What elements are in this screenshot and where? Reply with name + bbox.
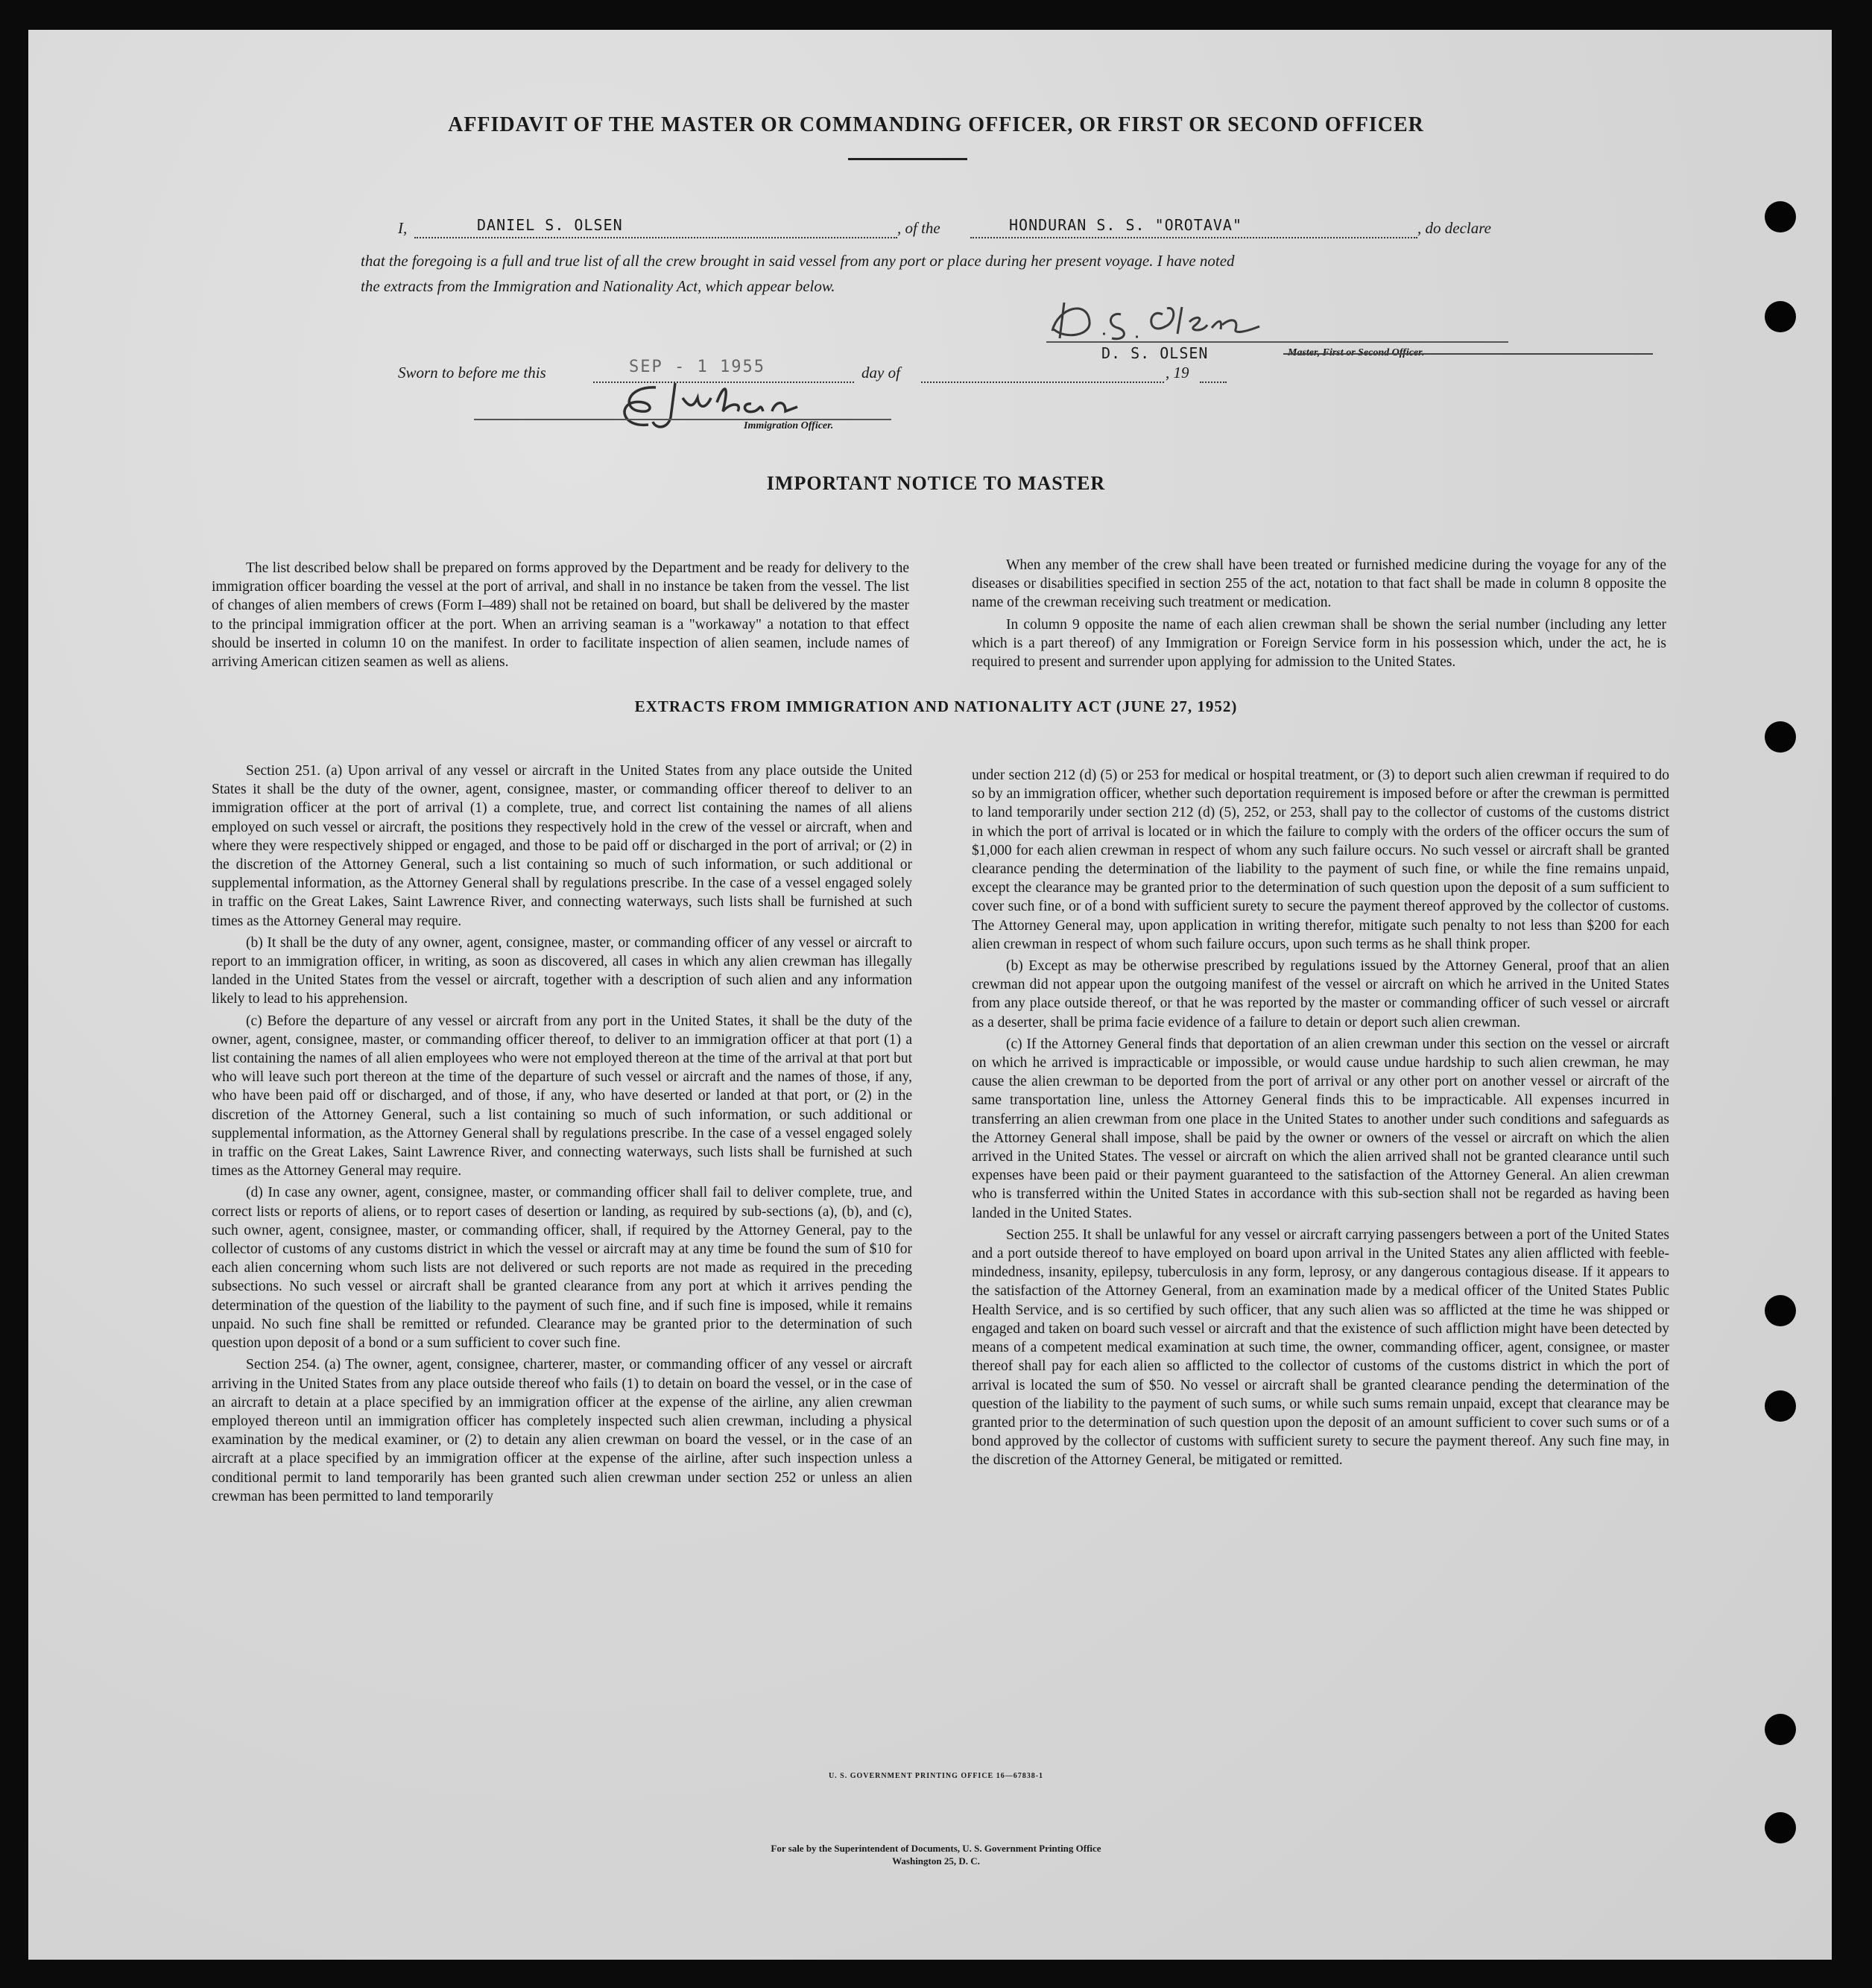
section-paragraph: Section 251. (a) Upon arrival of any vessel or aircraft in the United States from any place outside the United States it shall be the duty of the owner, agent, consignee, master, or commanding officer thereof to deliver to an immigration officer at the port of arrival (1) a complete, true, and correct list containing the names of all aliens employed on such vessel or aircraft, the positions they respectively hold in the crew of the vessel or aircraft, when and where they were respectively shipped or engaged, and those to be paid off or discharged in the port of arrival; or (2) in the discretion of the Attorney General, such a list containing so much of such information, or such additional or supplemental information, as the Attorney General shall by regulations prescribe. In the case of a vessel engaged solely in traffic on the Great Lakes, Saint Lawrence River, and connecting waterways, such lists shall be furnished at such times as the Attorney General may require. (212, 763, 912, 929)
statement-line-1: that the foregoing is a full and true list of all the crew brought in said vessel from any port or place during her present voyage. I have noted (361, 252, 1235, 270)
section-paragraph: (c) Before the departure of any vessel or aircraft from any port in the United States, it shall be the duty of the owner, agent, consignee, master, or commanding officer thereof, to deliver to an immigration officer at that port (1) a list containing the names of all alien employees who were not employed thereon at the time of the arrival at that port but who will leave such port thereon at the time of the departure of such vessel or aircraft and the names of those, if any, who have been paid off or discharged, and of those, if any, who have deserted or landed at that port, or (2) in the discretion of the Attorney General, such a list containing so much of such information, or such additional or supplemental information, as the Attorney General shall by regulations prescribe. In the case of a vessel engaged solely in traffic on the Great Lakes, Saint Lawrence River, and connecting waterways, such lists shall be furnished at such times as the Attorney General may require. (212, 1013, 912, 1180)
year-label: , 19 (1166, 364, 1189, 382)
section-paragraph: (d) In case any owner, agent, consignee, master, or commanding officer shall fail to deliver complete, true, and correct lists or reports of aliens, or to report cases of desertion or landing, as required by sub-sections (a), (b), and (c), such owner, agent, consignee, master, or commanding officer, shall, if required by the Attorney General, pay to the collector of customs of any customs district in which the vessel or aircraft may at any time be found the sum of $10 for each alien concerning whom such lists are not delivered or such reports are not made as required in the preceding subsections. No such vessel or aircraft shall be granted clearance from any port at which it arrives pending the determination of the question of the liability to the payment of such fine, and if such fine is imposed, while it remains unpaid. No such fine shall be remitted or refunded. Clearance may be granted prior to the determination of such question upon deposit of a bond or a sum sufficient to cover such fine. (212, 1185, 912, 1352)
notice-paragraph: The list described below shall be prepared on forms approved by the Department and be ready for delivery to the immigration officer boarding the vessel at the port of arrival, and shall in no instance be taken from the vessel. The list of changes of alien members of crews (Form I–489) shall not be retained on board, but shall be delivered by the master to the principal immigration officer at the port. When an arriving seaman is a "workaway" a notation to that effect should be inserted in column 10 on the manifest. In order to facilitate inspection of alien seamen, include names of arriving American citizen seamen as well as aliens. (212, 560, 909, 671)
master-name: DANIEL S. OLSEN (477, 216, 623, 234)
statement-line-2: the extracts from the Immigration and Nationality Act, which appear below. (361, 277, 835, 295)
do-declare-label: , do declare (1417, 219, 1491, 237)
signer-rule (1283, 352, 1653, 355)
vessel-name: HONDURAN S. S. "OROTAVA" (1009, 216, 1242, 234)
extracts-left-column (212, 762, 912, 1506)
sale-notice (0, 1842, 1872, 1867)
sale-line-1: For sale by the Superintendent of Documents, U. S. Government Printing Office (771, 1843, 1101, 1854)
title-rule (848, 158, 967, 160)
binder-hole (1765, 1295, 1796, 1326)
section-paragraph: under section 212 (d) (5) or 253 for medical or hospital treatment, or (3) to deport such alien crewman if required to do so by an immigration officer, whether such deportation requirement is imposed before or after the crewman is permitted to land temporarily under section 212 (d) (5), 252, or 253, shall pay to the collector of customs of the customs district in which the port of arrival is located or in which the failure to comply with the orders of the officer occurs the sum of $1,000 for each alien crewman in respect of whom any such failure occurs. No such vessel or aircraft shall be granted clearance pending the determination of the liability to the payment of such fine, or while the fine remains unpaid, except the clearance may be granted prior to the determination of such question upon the deposit of a sum sufficient to cover such fine, or of a bond with sufficient surety to secure the payment thereof approved by the collector of customs. The Attorney General may, upon application in writing therefor, mitigate such penalty to not less than $200 for each alien crewman in respect of whom such failure occurs, upon such terms as he shall think proper. (972, 767, 1669, 952)
section-paragraph: Section 255. It shall be unlawful for any vessel or aircraft carrying passengers between a port of the United States and a port outside thereof to have employed on board upon arrival in the United States any alien afflicted with feeble-mindedness, insanity, epilepsy, tuberculosis in any form, leprosy, or any dangerous contagious disease. If it appears to the satisfaction of the Attorney General, from an examination made by a medical officer of the United States Public Health Service, and is so certified by such officer, that any such alien was so afflicted at the time he was shipped or engaged and taken on board such vessel or aircraft and that the existence of such affliction might have been detected by means of a competent medical examination at such time, the owner, commanding officer, agent, consignee, or master thereof shall pay for each alien so afflicted to the collector of customs of the customs district in which the port of arrival is located the sum of $50. No vessel or aircraft shall be granted clearance pending the determination of the question of the liability to the payment of such sums, or while such sums remain unpaid, except that clearance may be granted prior to the determination of such question upon the deposit of an amount sufficient to cover such sums or of a bond approved by the collector of customs with sufficient surety to secure the payment thereof. Any such fine may, in the discretion of the Attorney General, be mitigated or remitted. (972, 1226, 1669, 1469)
officer-role: Immigration Officer. (744, 420, 834, 431)
signature-rule (1046, 340, 1508, 343)
signer-role: Master, First or Second Officer. (1288, 347, 1425, 358)
name-blank (414, 235, 897, 238)
section-paragraph: (c) If the Attorney General finds that deportation of an alien crewman under this section on the vessel or aircraft on which he arrived is impracticable or impossible, or would cause undue hardship to such alien crewman, he may cause the alien crewman to be deported from the port of arrival or any other port on another vessel or aircraft of the same transportation line, unless the Attorney General finds this to be impracticable. All expenses incurred in transferring an alien crewman from one place in the United States to another under such conditions and safeguards as the Attorney General shall impose, shall be paid by the owner or owners of the vessel or aircraft on which the alien arrived in the United States. The vessel or aircraft on which the alien arrived shall not be granted clearance until such expenses have been paid or their payment guaranteed to the satisfaction of the Attorney General. An alien crewman who is transferred within the United States in accordance with this sub-section shall not be regarded as having been landed in the United States. (972, 1036, 1669, 1221)
master-signature (1043, 292, 1341, 352)
day-of-label: day of (861, 364, 900, 382)
notice-paragraph: When any member of the crew shall have been treated or furnished medicine during the voyage for any of the diseases or disabilities specified in section 255 of the act, notation to that fact shall be made in column 8 opposite the name of the crewman receiving such treatment or medication. (972, 557, 1666, 611)
notice-paragraph: In column 9 opposite the name of each alien crewman shall be shown the serial number (including any letter which is a part thereof) of any Immigration or Foreign Service form in his possession which, under the act, he is required to present and surrender upon applying for admission to the United States. (972, 616, 1666, 671)
extracts-title: EXTRACTS FROM IMMIGRATION AND NATIONALITY ACT (JUNE 27, 1952) (634, 697, 1238, 715)
binder-hole (1765, 721, 1796, 753)
extracts-right-column (972, 766, 1669, 1470)
affidavit-title: AFFIDAVIT OF THE MASTER OR COMMANDING OFFICER, OR FIRST OR SECOND OFFICER (448, 113, 1424, 136)
section-paragraph: Section 254. (a) The owner, agent, consignee, charterer, master, or commanding officer of any vessel or aircraft arriving in the United States from any place outside thereof who fails (1) to detain on board the vessel, or in the case of an aircraft to detain at a place specified by an immigration officer at the expense of the airline, any alien crewman employed thereon until an immigration officer has completely inspected such alien crewman, including a physical examination by the medical examiner, or (2) to detain any alien crewman on board the vessel, or in the case of an aircraft at a place specified by an immigration officer at the expense of the airline, after such inspection unless a conditional permit to land temporarily has been granted such alien crewman under section 252 or unless an alien crewman has been permitted to land temporarily (212, 1357, 912, 1504)
signer-typed-name: D. S. OLSEN (1101, 344, 1209, 362)
notice-title: IMPORTANT NOTICE TO MASTER (766, 472, 1106, 494)
sworn-date-stamp: SEP - 1 1955 (629, 358, 765, 376)
year-blank (1200, 380, 1227, 383)
sworn-label: Sworn to before me this (398, 364, 546, 382)
binder-hole (1765, 201, 1796, 232)
print-code: U. S. GOVERNMENT PRINTING OFFICE 16—67838-1 (828, 1772, 1044, 1780)
section-paragraph: (b) It shall be the duty of any owner, agent, consignee, master, or commanding officer of any vessel or aircraft to report to an immigration officer, in writing, as soon as discovered, all cases in which any alien crewman has illegally landed in the United States from the vessel or aircraft, together with a description of such alien and any information likely to lead to his apprehension. (212, 934, 912, 1007)
binder-hole (1765, 1714, 1796, 1745)
notice-right-column (972, 556, 1666, 671)
month-blank (921, 380, 1164, 383)
i-label: I, (398, 219, 408, 237)
notice-left-column (212, 559, 909, 671)
sale-line-2: Washington 25, D. C. (892, 1855, 980, 1867)
binder-hole (1765, 1812, 1796, 1843)
binder-hole (1765, 1390, 1796, 1422)
vessel-blank (970, 235, 1417, 238)
binder-hole (1765, 301, 1796, 332)
of-the-label: , of the (897, 219, 940, 237)
section-paragraph: (b) Except as may be otherwise prescribed by regulations issued by the Attorney General, proof that an alien crewman did not appear upon the outgoing manifest of the vessel or aircraft on which he arrived in the United States from any place outside thereof, or that he was reported by the master or commanding officer of such vessel or aircraft as a deserter, shall be prima facie evidence of a failure to detain or deport such alien crewman. (972, 958, 1669, 1031)
